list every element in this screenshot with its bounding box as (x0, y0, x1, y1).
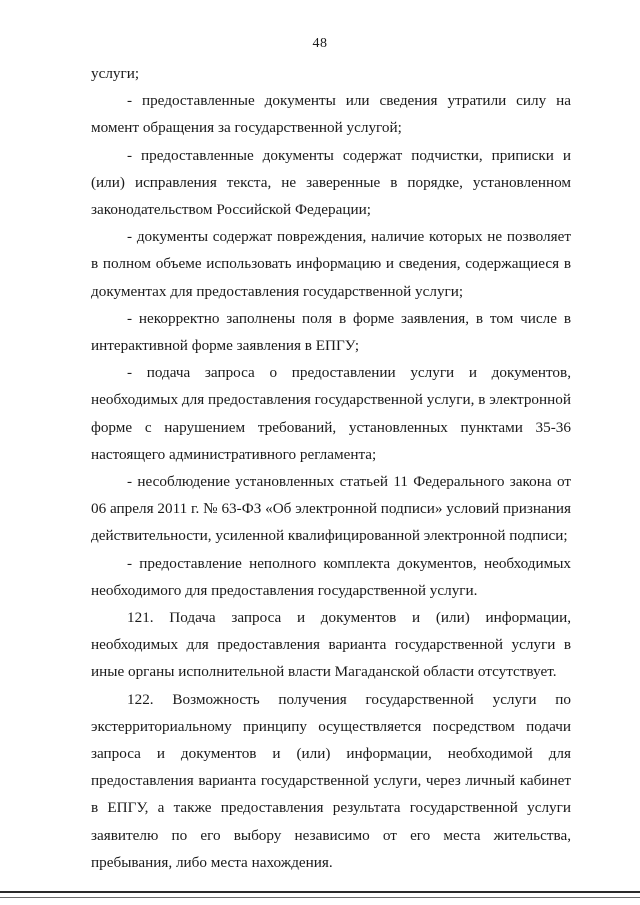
paragraph: - документы содержат повреждения, наличие которых не позволяет в полном объеме использовать информацию и сведения, содержащиеся в документах для предоставления государственной услуги; (91, 228, 571, 300)
document-body (91, 60, 571, 876)
paragraph: - предоставленные документы или сведения утратили силу на момент обращения за государственной услугой; (91, 92, 571, 137)
paragraph: 121. Подача запроса и документов и (или) информации, необходимых для предоставления варианта государственной услуги в иные органы исполнительной власти Магаданской области отсутствует. (91, 609, 571, 681)
paragraph: - несоблюдение установленных статьей 11 Федерального закона от 06 апреля 2011 г. № 63-ФЗ «Об электронной подписи» условий признания действительности, усиленной квалифицированной электронной подписи; (91, 473, 571, 545)
page-bottom-border (0, 891, 640, 893)
page-bottom-border-thin (0, 897, 640, 898)
paragraph: - предоставленные документы содержат подчистки, приписки и (или) исправления текста, не заверенные в порядке, установленном законодательством Российской Федерации; (91, 146, 571, 219)
paragraph: услуги; (91, 65, 140, 82)
page-number: 48 (312, 36, 328, 51)
paragraph: 122. Возможность получения государственной услуги по экстерриториальному принципу осуществляется посредством подачи запроса и документов и (или) информации, необходимой для предоставления варианта государственной услуги, через личный кабинет в ЕПГУ, а также предоставления результата государственной услуги заявителю по его выбору независимо от его места жительства, пребывания, либо места нахождения. (91, 690, 571, 871)
paragraph: - подача запроса о предоставлении услуги и документов, необходимых для предоставления государственной услуги, в электронной форме с нарушением требований, установленных пунктами 35-36 настоящего административного регламента; (91, 364, 571, 463)
paragraph: - некорректно заполнены поля в форме заявления, в том числе в интерактивной форме заявления в ЕПГУ; (91, 309, 571, 355)
paragraph: - предоставление неполного комплекта документов, необходимых необходимого для предоставления государственной услуги. (91, 554, 571, 599)
